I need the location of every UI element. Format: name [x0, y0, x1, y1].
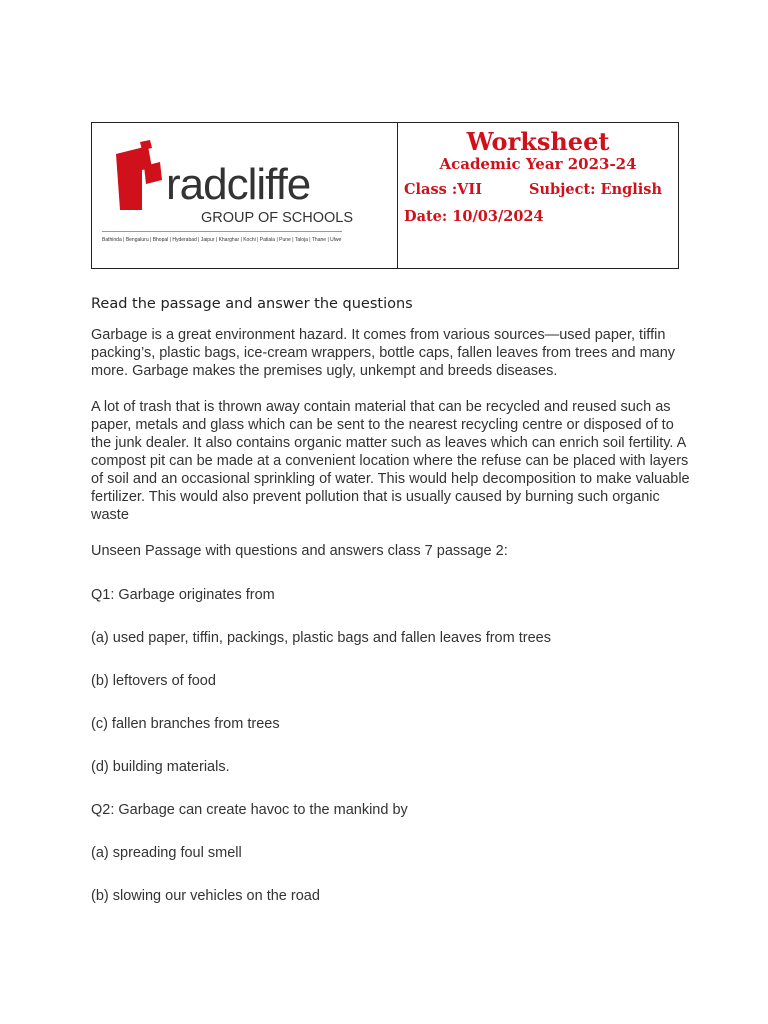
worksheet-body — [91, 296, 691, 930]
worksheet-title: Worksheet — [466, 127, 610, 156]
q1-option-c: (c) fallen branches from trees — [91, 716, 280, 732]
logo-wordmark: radcliffe — [166, 160, 311, 209]
question-2: Q2: Garbage can create havoc to the mankind by — [91, 802, 408, 818]
logo-cities: Bathinda | Bengaluru | Bhopal | Hyderabad | Jaipur | Kharghar | Kochi | Patiala | Pune | Taloja | Thane | Ulwe — [102, 237, 342, 243]
logo-divider — [102, 231, 342, 232]
q1-option-d: (d) building materials. — [91, 759, 230, 775]
q2-option-a: (a) spreading foul smell — [91, 845, 242, 861]
q1-option-b: (b) leftovers of food — [91, 673, 216, 689]
school-logo — [92, 123, 398, 268]
class-label: Class :VII — [404, 181, 482, 198]
worksheet-info — [398, 123, 678, 268]
q1-option-a: (a) used paper, tiffin, packings, plastic bags and fallen leaves from trees — [91, 630, 551, 646]
logo-subtitle: GROUP OF SCHOOLS — [201, 210, 354, 226]
passage-paragraph-1: Garbage is a great environment hazard. It comes from various sources—used paper, tiffin packing’s, plastic bags, ice-cream wrappers, bottle caps, fallen leaves from trees and many more. Garbage makes the premises ugly, unkempt and breeds diseases. — [91, 327, 676, 379]
q2-option-b: (b) slowing our vehicles on the road — [91, 888, 320, 904]
date-label: Date: 10/03/2024 — [404, 208, 544, 225]
question-1: Q1: Garbage originates from — [91, 587, 275, 603]
worksheet-header — [91, 122, 679, 269]
subject-label: Subject: English — [529, 181, 663, 198]
instruction: Read the passage and answer the questions — [91, 296, 413, 312]
section-heading: Unseen Passage with questions and answers class 7 passage 2: — [91, 543, 508, 559]
academic-year: Academic Year 2023-24 — [439, 155, 637, 173]
passage-paragraph-2: A lot of trash that is thrown away contain material that can be recycled and reused such as paper, metals and glass which can be sent to the nearest recycling centre or disposed of to the junk dealer. It also contains organic matter such as leaves which can enrich soil fertility. A compost pit can be made at a convenient location where the refuse can be placed with layers of soil and an occasional sprinkling of water. This would help decomposition to make valuable fertilizer. This would also prevent pollution that is usually caused by burning such organic waste — [91, 399, 690, 523]
radcliffe-logo-icon — [114, 140, 164, 212]
